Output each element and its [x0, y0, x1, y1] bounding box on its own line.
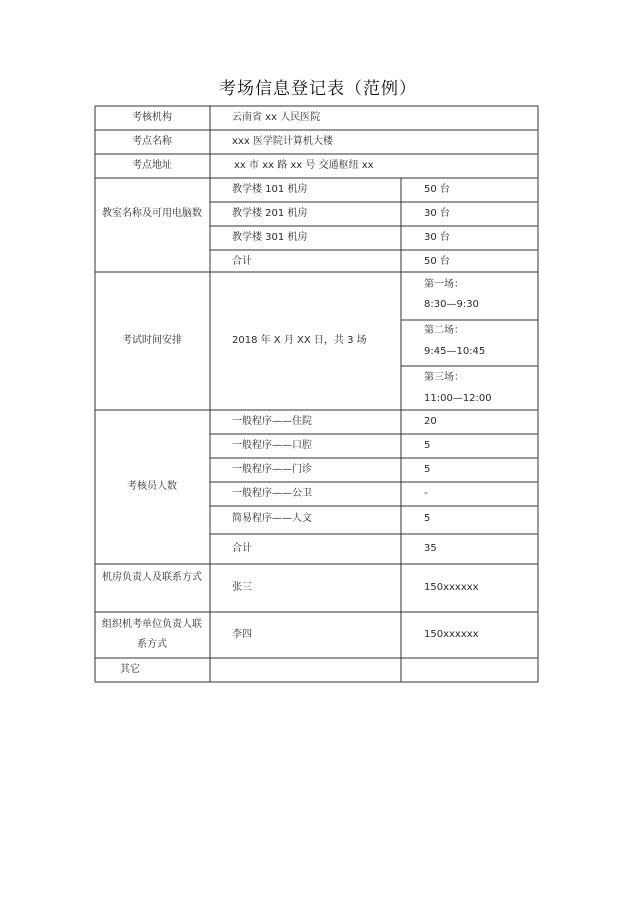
site-contact-name: 张三: [232, 582, 252, 593]
examinee-count: -: [424, 488, 428, 499]
classroom-name: 教学楼 101 机房: [232, 184, 308, 195]
org-contact-name: 李四: [232, 629, 252, 640]
classroom-name: 教学楼 201 机房: [232, 208, 308, 219]
examinee-count: 20: [424, 416, 437, 427]
site-address-value: xx 市 xx 路 xx 号 交通枢纽 xx: [234, 160, 374, 171]
site-name-value: xxx 医学院计算机大楼: [232, 136, 333, 147]
org-contact-phone: 150xxxxxx: [424, 629, 479, 640]
classrooms-total-value: 50 台: [424, 256, 450, 267]
classroom-count: 50 台: [424, 184, 450, 195]
site-contact-label: 机房负责人及联系方式: [102, 572, 202, 583]
institution-value: 云南省 xx 人民医院: [232, 112, 321, 123]
site-contact-phone: 150xxxxxx: [424, 582, 479, 593]
org-contact-label: 组织机考单位负责人联系方式: [102, 619, 202, 650]
examinee-category: 一般程序——公卫: [232, 488, 312, 499]
examinee-category: 简易程序——人文: [232, 513, 312, 524]
session-time: 11:00—12:00: [424, 393, 492, 404]
examinees-label: 考核员人数: [127, 481, 177, 492]
site-name-label: 考点名称: [132, 136, 172, 147]
examinees-total-label: 合计: [232, 543, 252, 554]
session-name: 第二场：: [424, 325, 464, 336]
site-address-label: 考点地址: [132, 160, 172, 171]
examinee-category: 一般程序——门诊: [232, 464, 312, 475]
other-label: 其它: [120, 664, 140, 675]
examinee-count: 5: [424, 440, 431, 451]
examinees-total-value: 35: [424, 543, 437, 554]
classrooms-total-label: 合计: [232, 256, 252, 267]
examinee-count: 5: [424, 513, 431, 524]
classroom-count: 30 台: [424, 232, 450, 243]
examinee-category: 一般程序——口腔: [232, 440, 312, 451]
session-time: 9:45—10:45: [424, 346, 486, 357]
schedule-label: 考试时间安排: [122, 335, 182, 346]
session-time: 8:30—9:30: [424, 299, 479, 310]
institution-label: 考核机构: [132, 112, 172, 123]
page-title: 考场信息登记表（范例）: [219, 79, 417, 99]
examinee-category: 一般程序——住院: [232, 416, 312, 427]
classrooms-label: 教室名称及可用电脑数: [102, 208, 202, 219]
classroom-count: 30 台: [424, 208, 450, 219]
session-name: 第一场：: [424, 279, 464, 290]
classroom-name: 教学楼 301 机房: [232, 232, 308, 243]
session-name: 第三场：: [424, 372, 464, 383]
examinee-count: 5: [424, 464, 431, 475]
schedule-date: 2018 年 X 月 XX 日，共 3 场: [232, 335, 367, 346]
